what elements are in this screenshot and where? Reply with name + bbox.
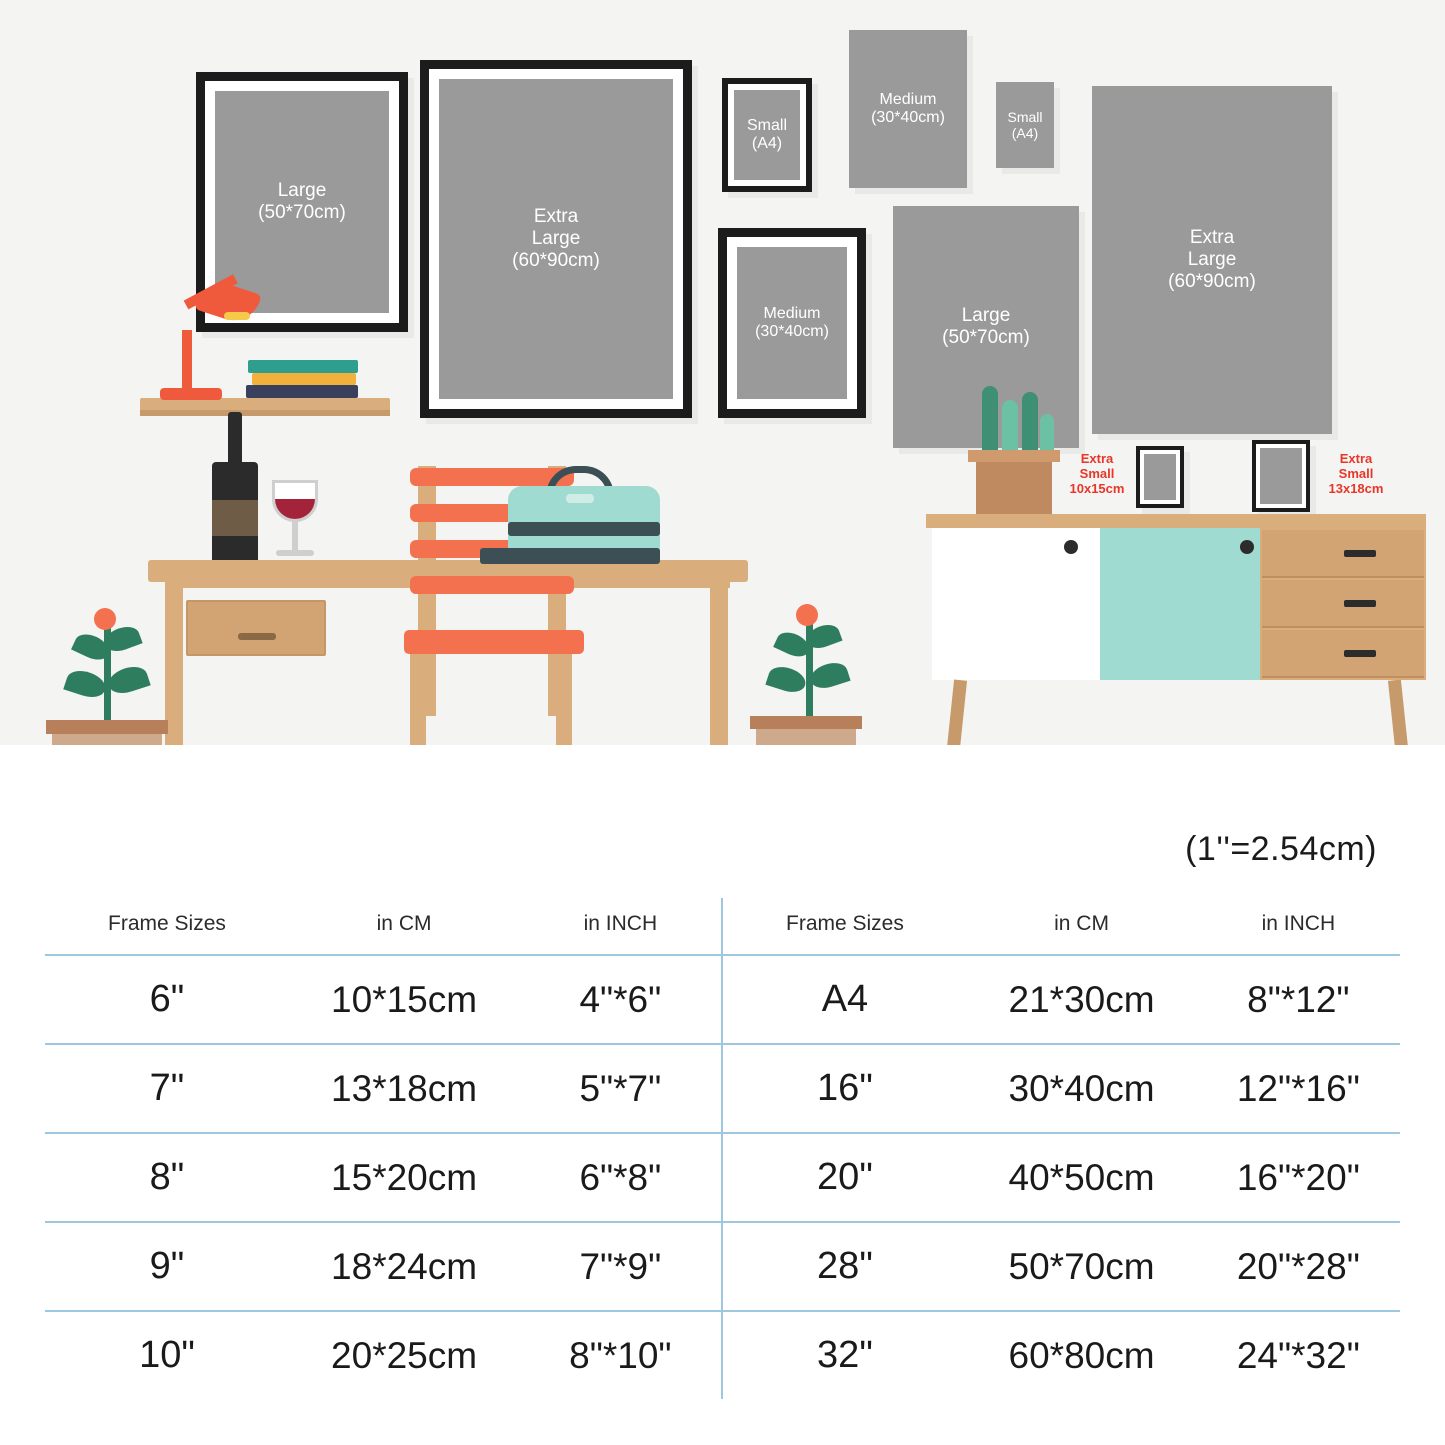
label-extra-small-13x18: Extra Small 13x18cm (1328, 451, 1384, 496)
table-row (45, 1311, 1400, 1399)
table-row (45, 1222, 1400, 1311)
cell-size: A4 (722, 955, 966, 1044)
cabinet-knob-mint[interactable] (1240, 540, 1254, 554)
cell-cm: 20*25cm (331, 1334, 478, 1376)
table-row (45, 955, 1400, 1044)
cabinet-drawer-3[interactable] (1262, 630, 1424, 678)
label-extra-small-10x15: Extra Small 10x15cm (1069, 451, 1125, 496)
table-row (45, 1044, 1400, 1133)
frame-extra-large-right[interactable] (1092, 86, 1332, 434)
conversion-note: (1''=2.54cm) (1185, 830, 1377, 868)
frame-small-a4-1[interactable] (722, 78, 812, 192)
cell-cm: 15*20cm (289, 1133, 519, 1222)
frame-art (734, 90, 800, 180)
desk-drawer[interactable] (186, 600, 326, 656)
cabinet-drawer-2[interactable] (1262, 580, 1424, 628)
header-in-inch-left: in INCH (519, 898, 722, 955)
frame-size-table (45, 898, 1400, 1399)
cell-inch: 12"*16" (1197, 1044, 1400, 1133)
frame-extra-small-13x18[interactable] (1252, 440, 1310, 512)
frame-mat (728, 84, 806, 186)
cell-inch: 24"*32" (1236, 1334, 1360, 1376)
frame-extra-large-left[interactable] (420, 60, 692, 418)
drawer-knob[interactable] (238, 633, 276, 640)
cell-size: 9" (45, 1222, 289, 1311)
cell-size: 10" (139, 1334, 195, 1376)
frame-art (1144, 454, 1176, 500)
table-header-row (45, 898, 1400, 955)
frame-label: Small (A4) (746, 116, 787, 152)
desk-leg-right (710, 582, 728, 757)
cell-cm: 30*40cm (966, 1044, 1196, 1133)
frame-label: Extra Large (60*90cm) (1168, 227, 1256, 292)
cell-inch: 7"*9" (519, 1222, 722, 1311)
table-row (45, 1133, 1400, 1222)
frame-medium-lower[interactable] (718, 228, 866, 418)
frame-label: Medium (30*40cm) (871, 90, 945, 126)
cell-inch: 8"*10" (569, 1334, 672, 1376)
frame-art (1260, 448, 1302, 504)
size-table-area (0, 790, 1445, 1445)
frame-label: Small (A4) (1007, 108, 1043, 141)
cabinet-knob-white[interactable] (1064, 540, 1078, 554)
wall-shelf (140, 398, 390, 416)
frame-mat (429, 69, 683, 409)
cell-cm: 50*70cm (966, 1222, 1196, 1311)
header-in-inch-right: in INCH (1197, 898, 1400, 955)
cell-size: 32" (722, 1311, 966, 1399)
header-frame-sizes-left: Frame Sizes (45, 898, 289, 955)
frame-art (215, 91, 389, 313)
frame-mat (727, 237, 857, 409)
header-in-cm-left: in CM (289, 898, 519, 955)
cabinet-door-mint[interactable] (1100, 528, 1260, 680)
cell-cm: 10*15cm (289, 955, 519, 1044)
frame-medium-top[interactable] (849, 30, 967, 188)
header-in-cm-right: in CM (966, 898, 1196, 955)
cell-size: 6" (45, 955, 289, 1044)
frame-mat (1140, 450, 1180, 504)
frame-art (439, 79, 673, 399)
cabinet-handle-1[interactable] (1344, 550, 1376, 557)
cell-inch: 6"*8" (519, 1133, 722, 1222)
frame-extra-small-10x15[interactable] (1136, 446, 1184, 508)
shelf-edge (140, 410, 390, 416)
frame-label: Large (50*70cm) (942, 305, 1030, 348)
cell-cm: 60*80cm (1008, 1334, 1155, 1376)
cell-size: 28" (722, 1222, 966, 1311)
cell-cm: 40*50cm (966, 1133, 1196, 1222)
cell-cm: 18*24cm (289, 1222, 519, 1311)
cell-inch: 16"*20" (1197, 1133, 1400, 1222)
cell-size: 20" (722, 1133, 966, 1222)
frame-label: Large (50*70cm) (258, 180, 346, 223)
cell-cm: 21*30cm (966, 955, 1196, 1044)
cell-size: 8" (45, 1133, 289, 1222)
cabinet-drawer-1[interactable] (1262, 530, 1424, 578)
frame-label: Medium (30*40cm) (755, 304, 829, 340)
cell-inch: 4"*6" (519, 955, 722, 1044)
cabinet-handle-2[interactable] (1344, 600, 1376, 607)
cell-size: 7" (45, 1044, 289, 1133)
cell-size: 16" (722, 1044, 966, 1133)
frame-mat (1256, 444, 1306, 508)
floor (0, 745, 1445, 790)
cell-cm: 13*18cm (289, 1044, 519, 1133)
cabinet-handle-3[interactable] (1344, 650, 1376, 657)
header-frame-sizes-right: Frame Sizes (722, 898, 966, 955)
frame-art (737, 247, 847, 399)
cell-inch: 5"*7" (519, 1044, 722, 1133)
frame-small-a4-2[interactable] (996, 82, 1054, 168)
cell-inch: 20"*28" (1197, 1222, 1400, 1311)
cell-inch: 8"*12" (1197, 955, 1400, 1044)
frame-label: Extra Large (60*90cm) (512, 206, 600, 271)
